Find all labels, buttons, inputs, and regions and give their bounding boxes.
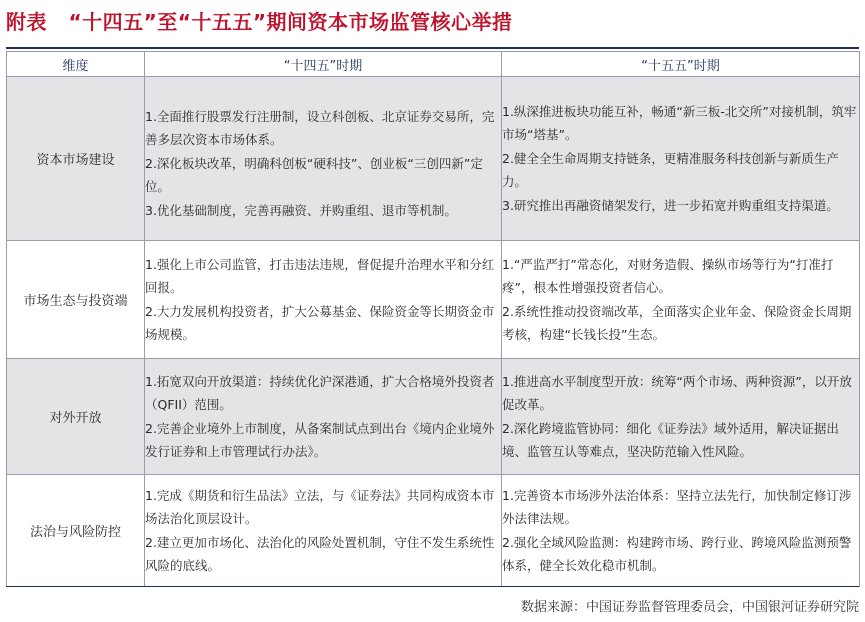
title-tag: 附表 xyxy=(6,10,47,34)
measure-item: 2.大力发展机构投资者，扩大公募基金、保险资金等长期资金市场规模。 xyxy=(145,303,495,342)
measure-item: 2.系统性推动投资端改革，全面落实企业年金、保险资金长周期考核，构建“长钱长投”生态。 xyxy=(502,303,852,342)
measure-item: 2.健全全生命周期支持链条，更精准服务科技创新与新质生产力。 xyxy=(502,150,839,190)
measure-item: 2.建立更加市场化、法治化的风险处置机制，守住不发生系统性风险的底线。 xyxy=(145,534,495,573)
table-row xyxy=(7,241,860,359)
dimension-cell: 对外开放 xyxy=(7,359,145,475)
title-text: “十四五”至“十五五”期间资本市场监管核心举措 xyxy=(68,10,513,34)
measure-item: 2.深化板块改革，明确科创板“硬科技”、创业板“三创四新”定位。 xyxy=(145,155,483,195)
fifteenth-cell xyxy=(502,475,860,587)
header-dimension: 维度 xyxy=(7,52,145,77)
measure-item: 1.推进高水平制度型开放：统筹“两个市场、两种资源”，以开放促改革。 xyxy=(502,373,852,412)
dimension-cell: 资本市场建设 xyxy=(7,77,145,241)
measures-table xyxy=(6,51,860,587)
fifteenth-cell xyxy=(502,77,860,241)
measure-item: 2.深化跨境监管协同：细化《证券法》域外适用，解决证据出境、监管互认等难点，坚决防范输入性风险。 xyxy=(502,420,839,459)
dimension-cell: 市场生态与投资端 xyxy=(7,241,145,359)
table-row xyxy=(7,359,860,475)
source-note: 数据来源：中国证券监督管理委员会，中国银河证券研究院 xyxy=(520,600,859,615)
table-row xyxy=(7,475,860,587)
measure-item: 1.完善资本市场涉外法治体系：坚持立法先行，加快制定修订涉外法律法规。 xyxy=(502,487,852,526)
fifteenth-cell xyxy=(502,359,860,475)
measure-item: 1.纵深推进板块功能互补，畅通“新三板-北交所”对接机制，筑牢市场“塔基”。 xyxy=(502,103,857,143)
measure-item: 1.拓宽双向开放渠道：持续优化沪深港通，扩大合格境外投资者（QFII）范围。 xyxy=(145,373,495,412)
fourteenth-cell xyxy=(145,241,502,359)
measure-item: 1.“严监严打”常态化，对财务造假、操纵市场等行为“打准打疼”，根本性增强投资者信心。 xyxy=(502,256,834,295)
top-rule xyxy=(6,47,859,49)
dimension-cell: 法治与风险防控 xyxy=(7,475,145,587)
page-title xyxy=(6,4,513,40)
header-fourteenth: “十四五”时期 xyxy=(145,52,502,77)
measure-item: 3.优化基础制度，完善再融资、并购重组、退市等机制。 xyxy=(145,202,457,218)
measure-item: 1.完成《期货和衍生品法》立法，与《证券法》共同构成资本市场法治化顶层设计。 xyxy=(145,487,495,526)
measure-item: 1.强化上市公司监管，打击违法违规，督促提升治理水平和分红回报。 xyxy=(145,256,495,295)
measure-item: 2.强化全域风险监测：构建跨市场、跨行业、跨境风险监测预警体系，健全长效化稳市机制。 xyxy=(502,534,852,573)
bottom-rule xyxy=(6,586,859,587)
fourteenth-cell xyxy=(145,359,502,475)
fourteenth-cell xyxy=(145,475,502,587)
table-row xyxy=(7,77,860,241)
measure-item: 3.研究推出再融资储架发行，进一步拓宽并购重组支持渠道。 xyxy=(502,197,839,213)
measure-item: 2.完善企业境外上市制度，从备案制试点到出台《境内企业境外发行证券和上市管理试行办法》。 xyxy=(145,420,495,459)
measure-item: 1.全面推行股票发行注册制，设立科创板、北京证券交易所，完善多层次资本市场体系。 xyxy=(145,108,495,148)
table-header-row xyxy=(7,52,860,77)
fourteenth-cell xyxy=(145,77,502,241)
fifteenth-cell xyxy=(502,241,860,359)
header-fifteenth: “十五五”时期 xyxy=(502,52,860,77)
